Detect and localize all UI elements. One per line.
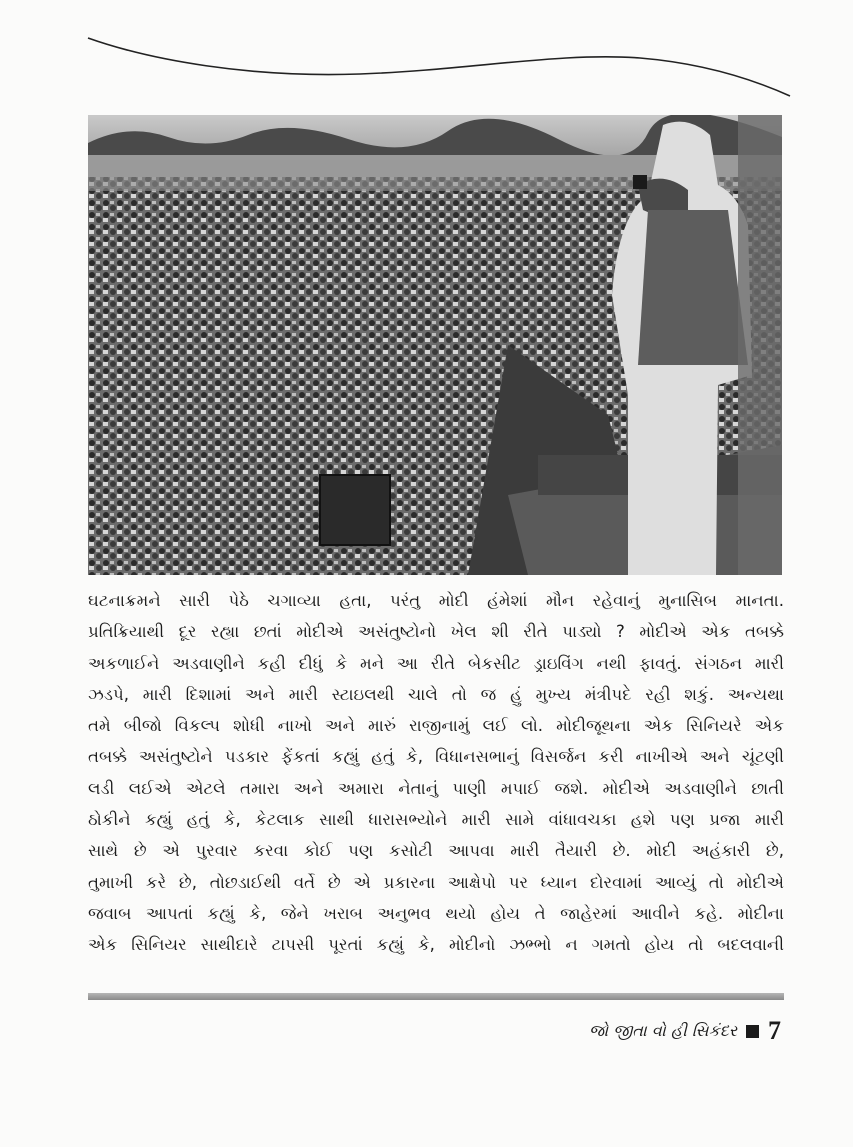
body-line: તબક્કે અસંતુષ્ટોને પડકાર ફેંકતાં કહ્યું હતું કે, વિધાનસભાનું વિસર્જન કરી નાખીએ અને ચૂંટણી [88, 747, 784, 767]
page-number: 7 [768, 1016, 781, 1045]
body-line: ઠોકીને કહ્યું હતું કે, કેટલાક સાથી ધારાસભ્યોને મારી સામે વાંધાવચકા હશે પણ પ્રજા મારી [88, 810, 784, 830]
body-line: ઘટનાક્રમને સારી પેઠે ચગાવ્યા હતા, પરંતુ મોદી હંમેશાં મૌન રહેવાનું મુનાસિબ માનતા. [88, 591, 784, 610]
square-bullet-icon [746, 1025, 759, 1038]
article-body [88, 585, 784, 961]
body-line: સાથે છે એ પુરવાર કરવા કોઈ પણ કસોટી આપવા મારી તૈયારી છે. મોદી અહંકારી છે, [88, 841, 784, 861]
body-line: તમે બીજો વિકલ્પ શોધી નાખો અને મારું રાજીનામું લઈ લો. મોદીજૂથના એક સિનિયરે એક [88, 716, 784, 736]
leader-addressing-crowd-photo [88, 115, 782, 575]
decorative-wave-line [0, 0, 853, 130]
body-line: અકળાઈને અડવાણીને કહી દીધું કે મને આ રીતે બેકસીટ ડ્રાઇવિંગ નથી ફાવતું. સંગઠન મારી [88, 653, 784, 673]
body-line: તુમાખી કરે છે, તોછડાઈથી વર્તે છે એ પ્રકારના આક્ષેપો પર ધ્યાન દોરવામાં આવ્યું તો મોદીએ [88, 872, 784, 892]
page-footer [589, 1016, 781, 1046]
running-title: જો જીતા વો હી સિકંદર [589, 1021, 737, 1040]
body-line: પ્રતિક્રિયાથી દૂર રહ્યા છતાં મોદીએ અસંતુષ્ટોનો ખેલ શી રીતે પાડ્યો ? મોદીએ એક તબક્કે [88, 622, 784, 642]
body-line: એક સિનિયર સાથીદારે ટાપસી પૂરતાં કહ્યું કે, મોદીનો ઝભ્ભો ન ગમતો હોય તો બદલવાની [88, 935, 784, 955]
footer-divider [88, 993, 784, 1000]
body-line: ઝડપે, મારી દિશામાં અને મારી સ્ટાઇલથી ચાલે તો જ હું મુખ્ય મંત્રીપદે રહી શકું. અન્યથા [88, 684, 784, 704]
body-line: લડી લઈએ એટલે તમારા અને અમારા નેતાનું પાણી મપાઈ જશે. મોદીએ અડવાણીને છાતી [88, 778, 784, 798]
body-line: જવાબ આપતાં કહ્યું કે, જેને ખરાબ અનુભવ થયો હોય તે જાહેરમાં આવીને કહે. મોદીના [88, 903, 784, 923]
